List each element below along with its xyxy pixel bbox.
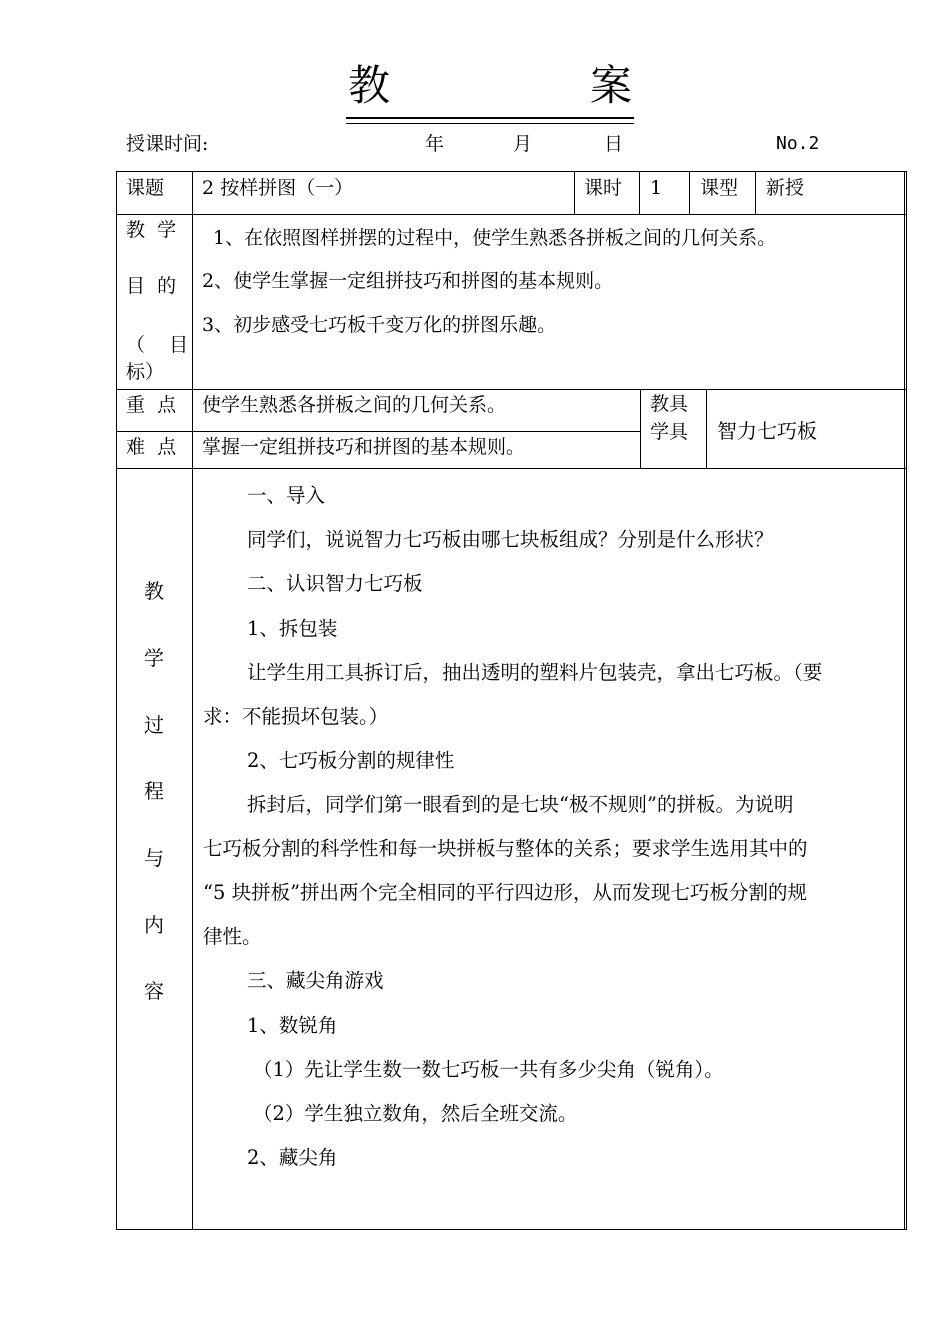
process-paragraph: “5 块拼板”拼出两个完全相同的平行四边形，从而发现七巧板分割的规 — [203, 881, 808, 904]
process-label-char: 教 — [144, 579, 164, 603]
process-subheading: 1、数锐角 — [247, 1014, 338, 1037]
column-divider — [689, 171, 690, 214]
column-divider — [574, 171, 575, 214]
tools-value: 智力七巧板 — [717, 419, 817, 443]
process-heading: 三、藏尖角游戏 — [247, 969, 384, 992]
table-border-left — [116, 171, 117, 1230]
process-heading: 二、认识智力七巧板 — [247, 572, 423, 595]
goal-item: 1、在依照图样拼摆的过程中，使学生熟悉各拼板之间的几何关系。 — [213, 227, 777, 249]
process-paragraph: 拆封后，同学们第一眼看到的是七块“极不规则”的拼板。为说明 — [247, 793, 794, 816]
title-char-1: 教 — [348, 61, 391, 110]
process-paragraph: 求：不能损坏包装。） — [203, 705, 389, 728]
process-label-char: 内 — [144, 913, 164, 937]
process-heading: 一、导入 — [247, 484, 326, 507]
column-divider — [706, 389, 707, 468]
row-divider — [116, 214, 906, 215]
table-border-top — [116, 171, 906, 172]
process-label-char: 容 — [144, 979, 164, 1003]
goals-label-line-2: 目 的 — [126, 275, 177, 297]
key-point-value: 使学生熟悉各拼板之间的几何关系。 — [202, 394, 507, 416]
title-char-2: 案 — [590, 61, 633, 110]
tools-label-line-1: 教具 — [650, 393, 689, 415]
row-divider — [116, 431, 640, 432]
process-label-char: 学 — [144, 646, 164, 670]
hours-value: 1 — [650, 177, 663, 199]
topic-value: 2 按样拼图（一） — [202, 177, 354, 199]
goal-item: 3、初步感受七巧板千变万化的拼图乐趣。 — [202, 314, 557, 336]
goals-label-line-3: （ 目 — [126, 334, 189, 356]
process-subheading: 2、藏尖角 — [247, 1146, 338, 1169]
row-divider — [116, 389, 906, 390]
document-title — [0, 58, 950, 118]
column-divider — [755, 171, 756, 214]
process-paragraph: 让学生用工具拆订后，抽出透明的塑料片包装壳，拿出七巧板。（要 — [247, 661, 823, 684]
table-border-right-double — [906, 171, 907, 1230]
time-label: 授课时间: — [126, 133, 209, 155]
column-divider — [192, 171, 193, 1230]
process-paragraph: 七巧板分割的科学性和每一块拼板与整体的关系；要求学生选用其中的 — [203, 837, 808, 860]
process-label-char: 与 — [144, 846, 164, 870]
process-label-char: 程 — [144, 779, 164, 803]
process-paragraph: 同学们，说说智力七巧板由哪七块板组成？分别是什么形状？ — [247, 528, 774, 551]
goals-label-line-1: 教 学 — [126, 219, 177, 241]
process-paragraph: （2）学生独立数角，然后全班交流。 — [253, 1102, 578, 1125]
difficulty-label: 难 点 — [126, 436, 177, 458]
difficulty-value: 掌握一定组拼技巧和拼图的基本规则。 — [202, 436, 526, 458]
process-paragraph: （1）先让学生数一数七巧板一共有多少尖角（锐角）。 — [253, 1058, 724, 1081]
table-border-bottom — [116, 1229, 906, 1230]
day-label: 日 — [604, 133, 624, 155]
year-label: 年 — [425, 133, 445, 155]
column-divider — [640, 389, 641, 468]
process-label-char: 过 — [144, 713, 164, 737]
title-underline-thick — [346, 117, 634, 119]
process-paragraph: 律性。 — [203, 925, 262, 948]
month-label: 月 — [513, 133, 533, 155]
title-underline-thin — [346, 123, 634, 124]
type-label: 课型 — [700, 177, 739, 199]
document-number: No.2 — [776, 133, 820, 154]
type-value: 新授 — [766, 177, 805, 199]
topic-label: 课题 — [126, 177, 165, 199]
row-divider — [116, 468, 906, 469]
column-divider — [639, 171, 640, 214]
table-border-right — [904, 171, 905, 1230]
process-subheading: 1、拆包装 — [247, 617, 338, 640]
tools-label-line-2: 学具 — [650, 421, 689, 443]
goal-item: 2、使学生掌握一定组拼技巧和拼图的基本规则。 — [202, 270, 614, 292]
goals-label-line-4: 标） — [126, 361, 165, 383]
key-point-label: 重 点 — [126, 394, 177, 416]
hours-label: 课时 — [584, 177, 623, 199]
process-subheading: 2、七巧板分割的规律性 — [247, 749, 455, 772]
